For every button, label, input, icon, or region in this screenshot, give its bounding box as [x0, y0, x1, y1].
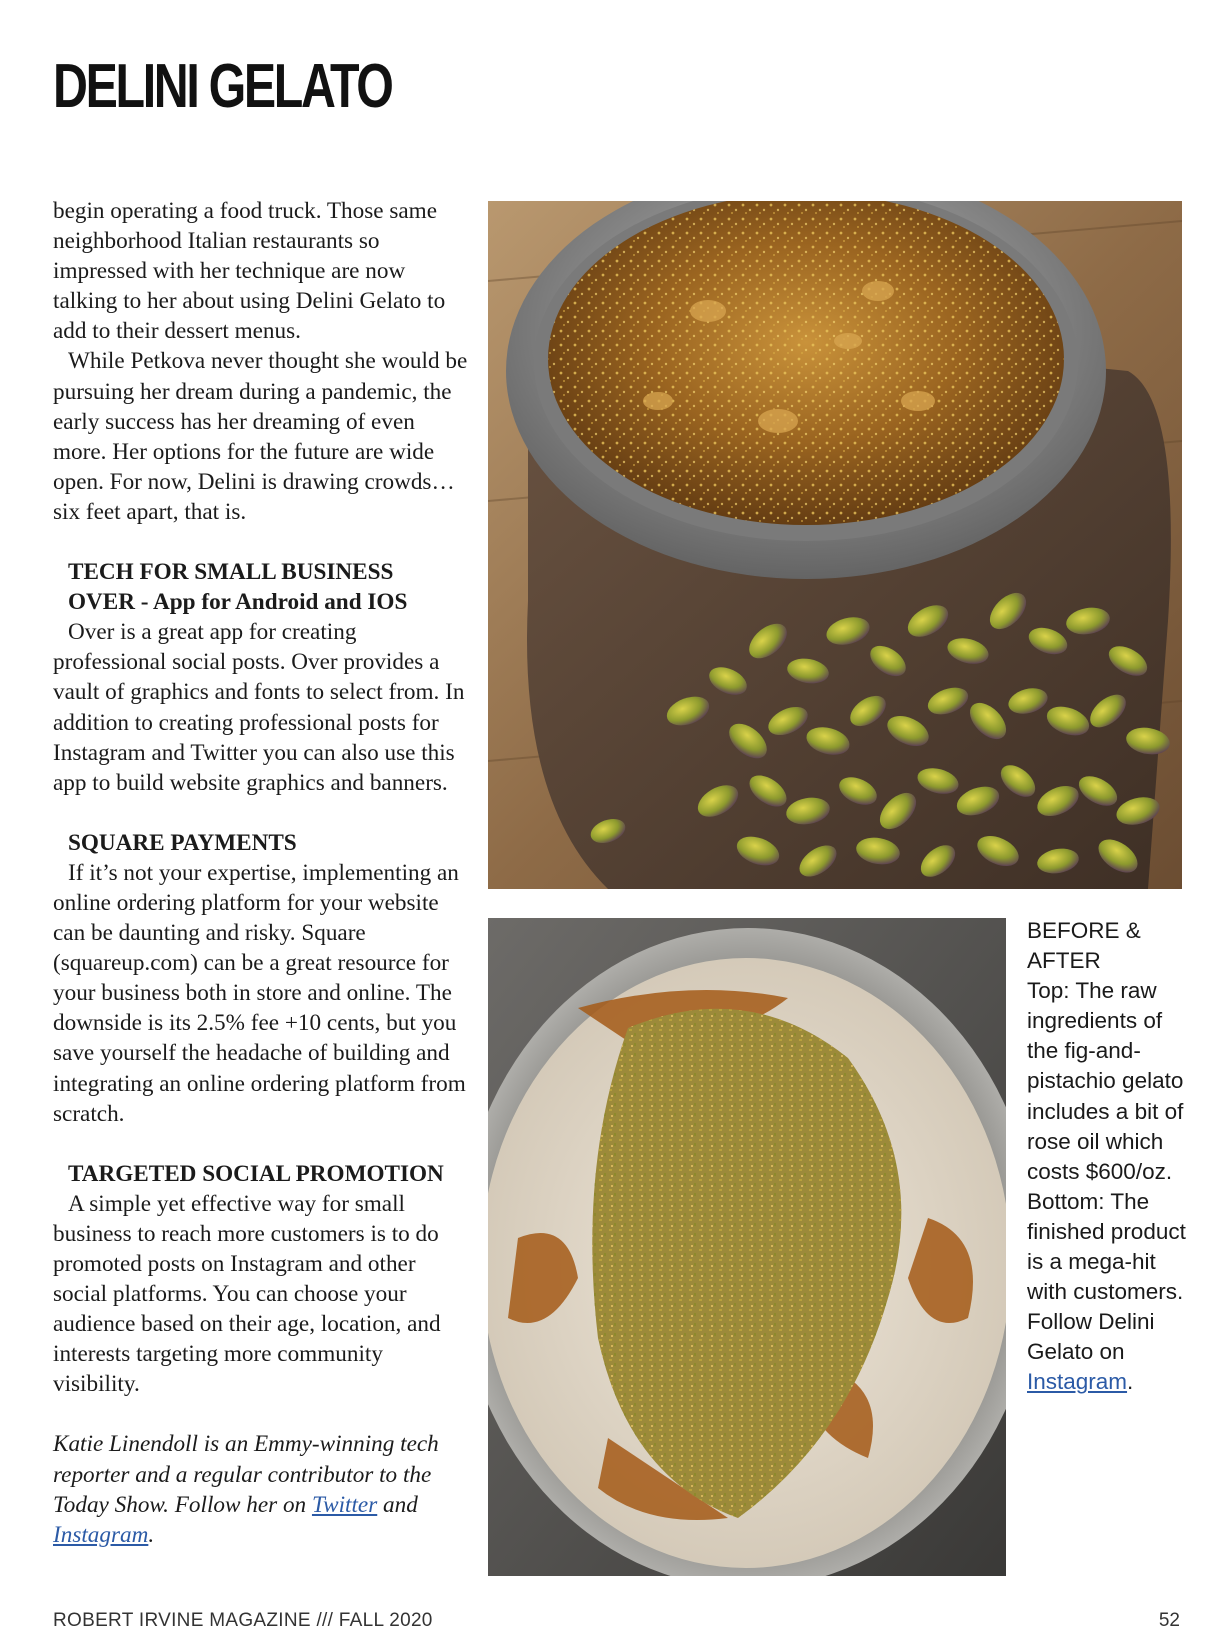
article-column [53, 196, 473, 1550]
page-title: DELINI GELATO [53, 52, 392, 121]
article-paragraph: begin operating a food truck. Those same neighborhood Italian restaurants so impressed with her technique are now talking to her about using Delini Gelato to add to their dessert menus. [53, 198, 446, 345]
caption-heading: BEFORE & AFTER [1027, 918, 1141, 974]
instagram-link[interactable]: Instagram [53, 1521, 149, 1548]
photo-caption [1027, 916, 1195, 1398]
caption-period: . [1127, 1369, 1134, 1395]
article-paragraph: If it’s not your expertise, implementing an online ordering platform for your website can be daunting and risky. Square (squareup.com) can be a great resource for your business both in store and online. The downside is its 2.5% fee +10 cents, but you save yourself the headache of building and integrating an online ordering platform from scratch. [53, 859, 466, 1127]
section-heading-social: TARGETED SOCIAL PROMOTION [68, 1160, 444, 1187]
article-paragraph: While Petkova never thought she would be pursuing her dream during a pandemic, the early success has her dreaming of even more. Her options for the future are wide open. For now, Delini is drawing crowds… six feet apart, that is. [53, 348, 468, 525]
section-heading-square: SQUARE PAYMENTS [68, 829, 297, 856]
caption-text-block [1027, 976, 1195, 1397]
author-bio [53, 1429, 473, 1549]
author-bio-text: Katie Linendoll is an Emmy-winning tech reporter and a regular contributor to the Today Show. Follow her on [53, 1431, 439, 1518]
caption-instagram-link[interactable]: Instagram [1027, 1369, 1128, 1395]
caption-text: Top: The raw ingredients of the fig-and-pistachio gelato includes a bit of rose oil which costs $600/oz. Bottom: The finished product is a mega-hit with customers. Follow Delini Gelato on [1027, 978, 1186, 1365]
author-bio-and: and [383, 1491, 418, 1518]
page-number: 52 [1158, 1610, 1180, 1631]
section-heading-tech: TECH FOR SMALL BUSINESS [68, 559, 394, 586]
article-paragraph: Over is a great app for creating professional social posts. Over provides a vault of graphics and fonts to select from. In addition to creating professional posts for Instagram and Twitter you can also use this app to build website graphics and banners. [53, 619, 465, 796]
author-bio-period: . [148, 1521, 155, 1548]
footer-magazine: ROBERT IRVINE MAGAZINE /// FALL 2020 [53, 1610, 433, 1631]
photo-finished-gelato [488, 918, 1006, 1576]
twitter-link[interactable]: Twitter [311, 1491, 378, 1518]
photo-raw-ingredients [488, 201, 1182, 889]
section-heading-over: OVER - App for Android and IOS [68, 589, 408, 616]
article-paragraph: A simple yet effective way for small business to reach more customers is to do promoted posts on Instagram and other social platforms. You can choose your audience based on their age, location, and interests targeting more community visibility. [53, 1190, 441, 1398]
